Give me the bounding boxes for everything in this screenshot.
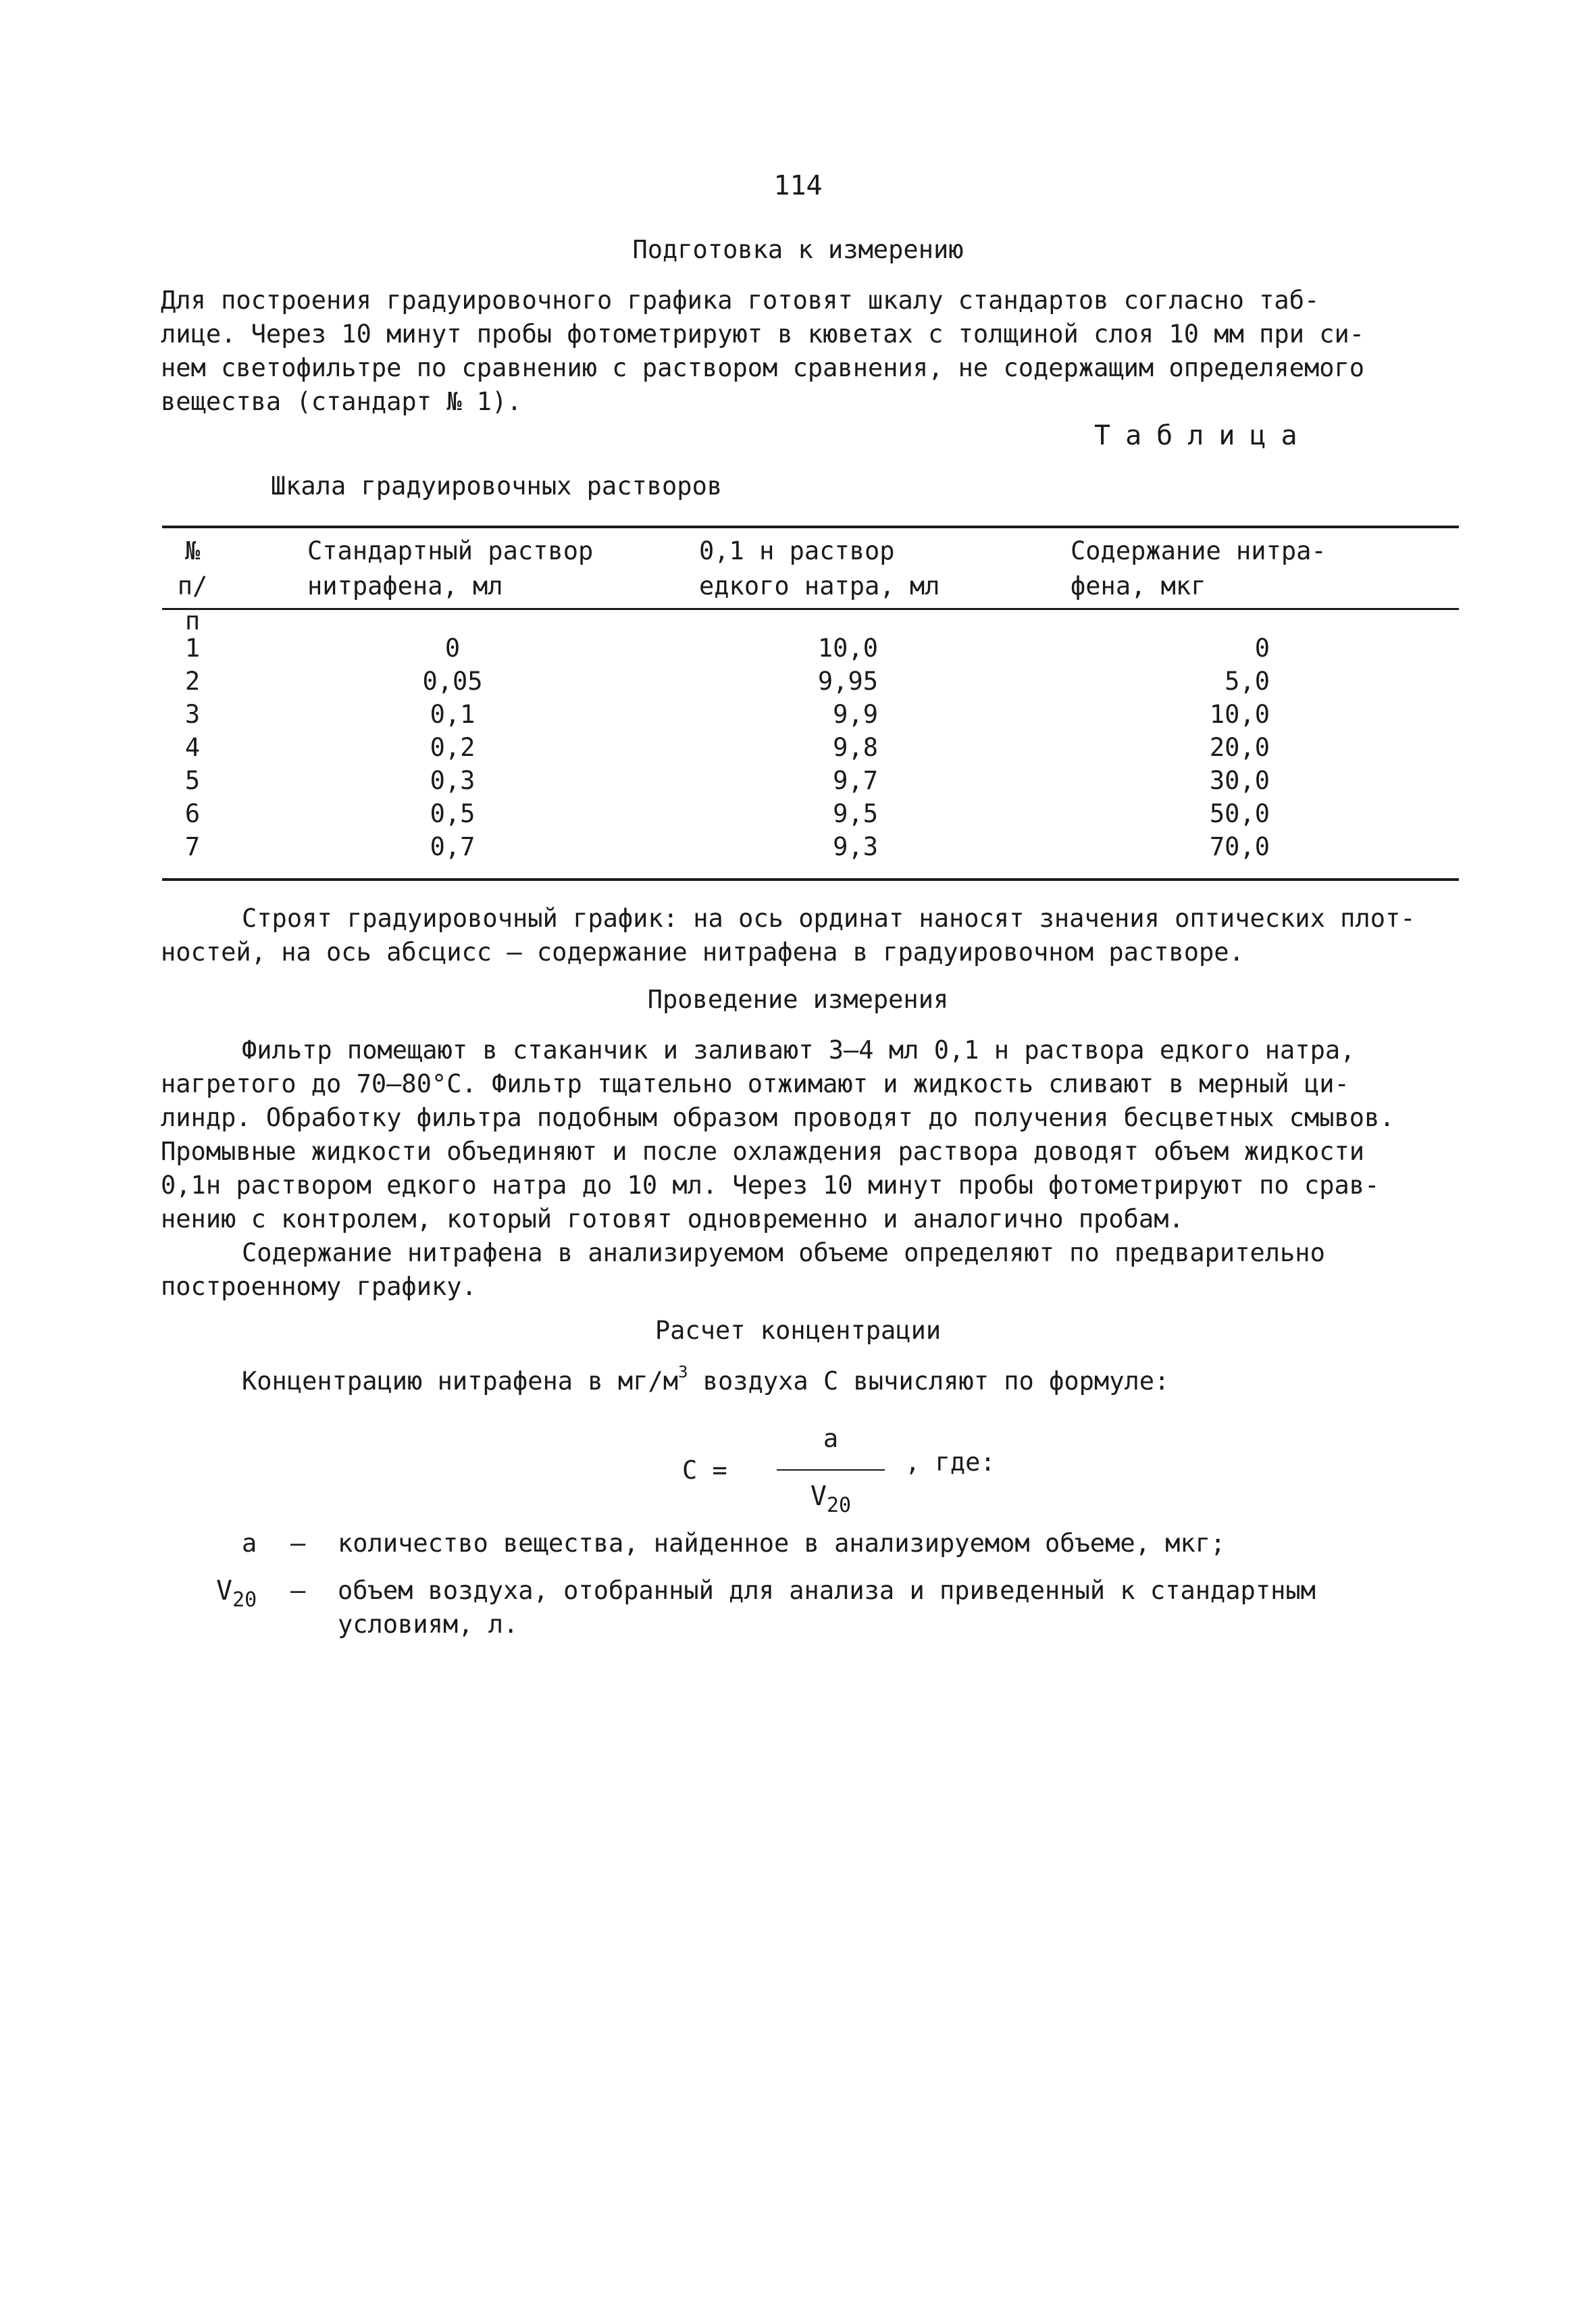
cell-standard: 0 [444,634,461,663]
measurement-paragraph [161,1034,1464,1304]
cell-number: 6 [184,799,201,828]
cell-number: 5 [184,766,201,795]
formula-denominator: $V_{20}$ [810,1481,852,1517]
cell-number: 1 [184,634,201,663]
def-dash: – [290,1529,306,1558]
table-title: Шкала градуировочных растворов [270,472,723,501]
cell-naoh: 9,3 [833,832,878,861]
cell-content: 70,0 [1209,832,1270,861]
cell-content: 30,0 [1209,766,1270,795]
table-row [0,665,1596,698]
cell-standard: 0,1 [430,700,475,729]
formula-intro: Концентрацию нитрафена в $мг/м^3$ воздуха С вычисляют по формуле: [242,1363,1170,1396]
paragraph-line: нению с контролем, который готовят одновременно и аналогично пробам. [161,1204,1184,1234]
cell-content: 20,0 [1209,733,1270,762]
cell-naoh: 9,9 [833,700,878,729]
section-title-calculation: Расчет концентрации [654,1316,942,1345]
cell-number: 2 [184,667,201,696]
def-symbol: а [242,1529,257,1558]
header-naoh-solution: 0,1 н раствор едкого натра, мл [699,536,940,601]
cell-content: 50,0 [1209,799,1270,828]
table-row [0,764,1596,797]
cell-standard: 0,3 [430,766,475,795]
paragraph-line: Содержание нитрафена в анализируемом объеме определяют по предварительно [242,1238,1325,1267]
graph-instructions-paragraph [161,902,1464,969]
fraction-bar [777,1469,885,1471]
cell-number: 3 [184,700,201,729]
def-symbol: $V_{20}$ [216,1575,257,1612]
paragraph-line: нем светофильтре по сравнению с раствором сравнения, не содержащим определяемого [161,353,1365,382]
cell-standard: 0,5 [430,799,475,828]
table-row [0,698,1596,731]
def-dash: – [290,1576,306,1605]
def-text: количество вещества, найденное в анализируемом объеме, мкг; [338,1529,1226,1558]
header-number: № п/п [177,536,208,636]
formula-numerator: а [823,1424,839,1453]
cell-number: 7 [184,832,201,861]
cell-content: 10,0 [1209,700,1270,729]
table-row [0,731,1596,764]
superscript-3: 3 [678,1363,688,1381]
paragraph-line: Для построения градуировочного графика готовят шкалу стандартов согласно таб- [161,286,1320,315]
header-content: Содержание нитра- фена, мкг [1071,536,1327,601]
table-row [0,632,1596,665]
table-label: Таблица [1094,420,1312,451]
def-text-continued: условиям, л. [338,1610,519,1639]
paragraph-line: Строят градуировочный график: на ось ординат наносят значения оптических плот- [242,904,1416,933]
paragraph-line: Промывные жидкости объединяют и после охлаждения раствора доводят объем жидкости [161,1137,1365,1166]
table-row [0,830,1596,863]
table-top-rule [162,526,1459,528]
paragraph-line: лице. Через 10 минут пробы фотометрируют в кюветах с толщиной слоя 10 мм при си- [161,320,1365,349]
def-text: объем воздуха, отобранный для анализа и приведенный к стандартным [338,1576,1316,1605]
paragraph-line: построенному графику. [161,1272,477,1301]
paragraph-line: нагретого до 70–80°С. Фильтр тщательно отжимают и жидкость сливают в мерный ци- [161,1069,1349,1098]
table-bottom-rule [162,878,1459,881]
formula-lhs: С = [682,1456,727,1485]
cell-naoh: 9,5 [833,799,878,828]
cell-naoh: 9,8 [833,733,878,762]
paragraph-line: Фильтр помещают в стаканчик и заливают 3–4 мл 0,1 н раствора едкого натра, [242,1036,1356,1065]
section-title-preparation: Подготовка к измерению [632,235,964,264]
paragraph-line: 0,1н раствором едкого натра до 10 мл. Через 10 минут пробы фотометрируют по срав- [161,1171,1380,1200]
cell-content: 5,0 [1225,667,1270,696]
paragraph-line: вещества (стандарт № 1). [161,387,522,416]
formula-suffix: , где: [905,1448,996,1477]
cell-number: 4 [184,733,201,762]
cell-naoh: 9,95 [817,667,878,696]
cell-standard: 0,7 [430,832,475,861]
cell-content: 0 [1254,634,1270,663]
paragraph-line: линдр. Обработку фильтра подобным образом проводят до получения бесцветных смывов. [161,1103,1395,1132]
page-number: 114 [773,170,823,201]
table-row [0,797,1596,830]
cell-standard: 0,05 [422,667,483,696]
table-header-rule [162,608,1459,610]
cell-naoh: 10,0 [817,634,878,663]
cell-standard: 0,2 [430,733,475,762]
preparation-paragraph [161,284,1464,419]
section-title-measurement: Проведение измерения [647,985,949,1014]
cell-naoh: 9,7 [833,766,878,795]
header-standard-solution: Стандартный раствор нитрафена, мл [307,536,594,601]
paragraph-line: ностей, на ось абсцисс – содержание нитрафена в градуировочном растворе. [161,938,1244,967]
